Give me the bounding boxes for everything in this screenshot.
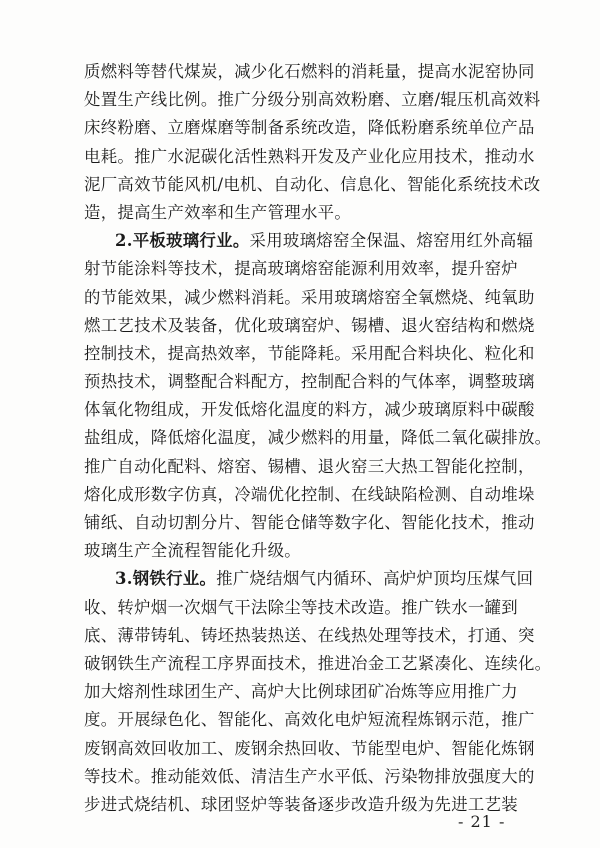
text-line: 质燃料等替代煤炭，减少化石燃料的消耗量，提高水泥窑协同 (84, 62, 535, 81)
text-line: 等技术。推动能效低、清洁生产水平低、污染物排放强度大的 (84, 766, 535, 786)
text-line: 铺纸、自动切割分片、智能仓储等数字化、智能化技术，推动 (84, 513, 535, 532)
text-line: 步进式烧结机、球团竖炉等装备逐步改造升级为先进工艺装 (84, 794, 518, 814)
text-line: 收、转炉烟一次烟气干法除尘等技术改造。推广铁水一罐到 (84, 597, 518, 617)
text-line: 加大熔剂性球团生产、高炉大比例球团矿冶炼等应用推广力 (84, 682, 518, 702)
text-segment: 推广烧结烟气内循环、高炉炉顶均压煤气回 (216, 569, 534, 589)
text-line: 射节能涂料等技术，提高玻璃熔窑能源利用效率，提升窑炉 (84, 259, 518, 279)
text-line: 底、薄带铸轧、铸坯热装热送、在线热处理等技术，打通、突 (84, 625, 535, 645)
text-line: 预热技术，调整配合料配方，控制配合料的气体率，调整玻璃 (84, 372, 535, 392)
text-line: 处置生产线比例。推广分级分别高效粉磨、立磨/辊压机高效料 (84, 90, 541, 110)
section-heading: 3.钢铁行业。 (115, 569, 217, 589)
text-line: 燃工艺技术及装备，优化玻璃窑炉、锡槽、退火窑结构和燃烧 (84, 315, 535, 335)
text-line: 造，提高生产效率和生产管理水平。 (84, 202, 352, 222)
text-line: 熔化成形数字仿真，冷端优化控制、在线缺陷检测、自动堆垛 (84, 484, 535, 504)
text-segment: 采用玻璃熔窑全保温、熔窑用红外高辐 (249, 231, 534, 251)
page-number: - 21 - (458, 812, 506, 831)
text-line: 度。开展绿色化、智能化、高效化电炉短流程炼钢示范，推广 (84, 710, 535, 730)
text-line: 废钢高效回收加工、废钢余热回收、节能型电炉、智能化炼钢 (84, 738, 535, 758)
paragraph-steel (84, 565, 534, 593)
text-line: 玻璃生产全流程智能化升级。 (84, 541, 301, 561)
text-line: 电耗。推广水泥碳化活性熟料开发及产业化应用技术，推动水 (84, 146, 535, 166)
text-line: 盐组成，降低熔化温度，减少燃料的用量，降低二氧化碳排放。 (84, 428, 552, 448)
text-line: 床终粉磨、立磨煤磨等制备系统改造，降低粉磨系统单位产品 (84, 118, 535, 138)
section-heading: 2.平板玻璃行业。 (115, 231, 250, 251)
body-text (84, 58, 552, 819)
text-line: 体氧化物组成，开发低熔化温度的料方，减少玻璃原料中碳酸 (84, 400, 535, 420)
text-line: 破钢铁生产流程工序界面技术，推进冶金工艺紧凑化、连续化。 (84, 653, 552, 673)
paragraph-flat-glass (84, 227, 534, 255)
text-line: 推广自动化配料、熔窑、锡槽、退火窑三大热工智能化控制， (84, 456, 535, 476)
text-line: 的节能效果，减少燃料消耗。采用玻璃熔窑全氧燃烧、纯氧助 (84, 287, 535, 307)
text-line: 泥厂高效节能风机/电机、自动化、信息化、智能化系统技术改 (84, 174, 541, 194)
text-line: 控制技术，提高热效率，节能降耗。采用配合料块化、粒化和 (84, 343, 535, 363)
